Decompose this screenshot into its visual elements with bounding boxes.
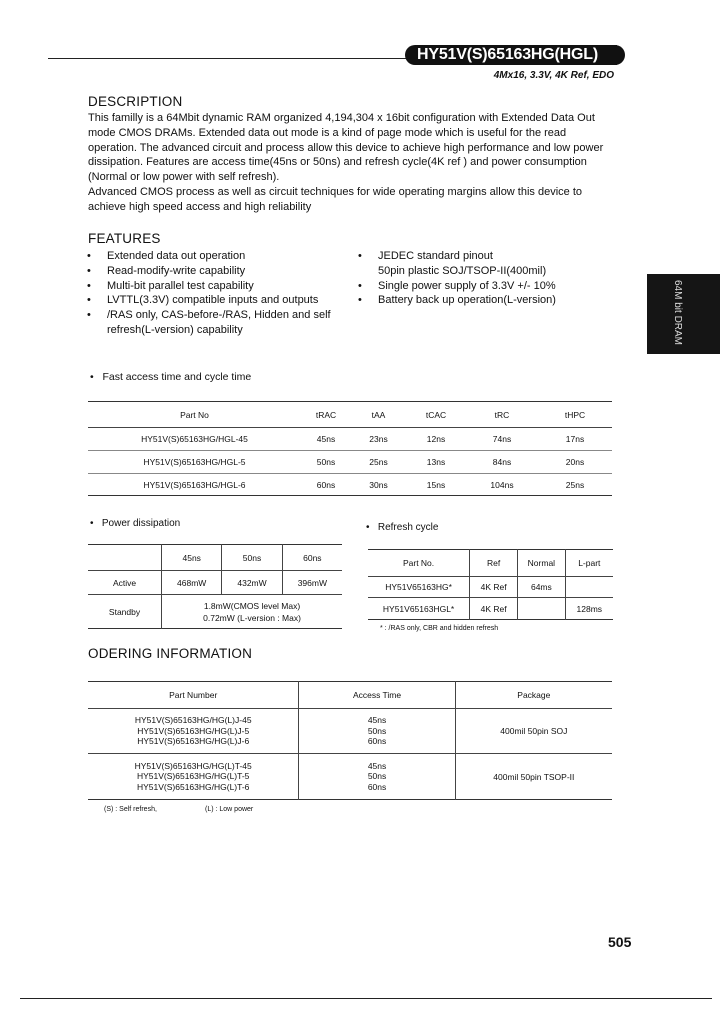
table-row: HY51V65163HG* 4K Ref 64ms xyxy=(368,577,613,598)
power-table xyxy=(88,544,342,629)
side-tab-label: 64M bit DRAM xyxy=(672,280,683,346)
section-side-tab xyxy=(647,274,720,354)
features-right-list xyxy=(358,249,598,308)
top-rule xyxy=(48,58,408,59)
table-row: HY51V65163HGL* 4K Ref 128ms xyxy=(368,598,613,620)
table-row: HY51V(S)65163HG/HGL-5 50ns 25ns 13ns 84ns 20ns xyxy=(88,451,612,474)
feature-item: • Extended data out operation xyxy=(87,250,246,262)
bullet: • xyxy=(358,279,362,292)
description-paragraph-1: This familly is a 64Mbit dynamic RAM organized 4,194,304 x 16bit configuration with Extended Data Out mode CMOS DRAMs. Extended data out mode is a kind of page mode which is useful for the read operation. The advanced circuit and process allow this device to achieve high performance and low power dissipation. Features are access time(45ns or 50ns) and refresh cycle(4K ref ) and power consumption (Normal or low power with self refresh). xyxy=(88,112,604,184)
feature-item: • Multi-bit parallel test capability xyxy=(87,279,254,292)
table-header-row: Part Number Access Time Package xyxy=(88,682,612,709)
table-row: HY51V(S)65163HG/HGL-45 45ns 23ns 12ns 74ns 17ns xyxy=(88,428,612,451)
table-header-row: Part No tRAC tAA tCAC tRC tHPC xyxy=(88,402,612,428)
table-row: HY51V(S)65163HG/HGL-6 60ns 30ns 15ns 104ns 25ns xyxy=(143,479,585,490)
features-heading: FEATURES xyxy=(88,231,161,246)
bullet: • xyxy=(87,250,91,262)
bullet: • xyxy=(358,250,362,262)
table-row: Standby 1.8mW(CMOS level Max) 0.72mW (L-version : Max) xyxy=(88,595,342,629)
feature-item: • Read-modify-write capability xyxy=(87,264,246,277)
feature-item: 50pin plastic SOJ/TSOP-II(400mil) xyxy=(378,264,547,277)
description-text xyxy=(88,111,618,215)
ordering-table xyxy=(88,681,612,800)
table-row: HY51V(S)65163HG/HG(L)T-45 HY51V(S)65163HG/HG(L)T-5 HY51V(S)65163HG/HG(L)T-6 45ns 50ns 60ns 400mil 50pin TSOP-II xyxy=(88,754,612,800)
part-subtitle: 4Mx16, 3.3V, 4K Ref, EDO xyxy=(493,70,614,81)
refresh-label: • Refresh cycle xyxy=(366,522,439,533)
bullet: • xyxy=(87,294,91,307)
bottom-rule xyxy=(20,998,712,999)
refresh-table xyxy=(368,549,613,620)
table-header-row: 45ns 50ns 60ns xyxy=(88,545,342,571)
bullet: • xyxy=(87,309,91,322)
description-heading: DESCRIPTION xyxy=(88,94,183,109)
bullet: • xyxy=(358,294,362,307)
feature-item: • Battery back up operation(L-version) xyxy=(358,294,556,307)
bullet: • xyxy=(87,264,91,277)
bullet: • xyxy=(87,279,91,292)
feature-item: • JEDEC standard pinout xyxy=(358,250,493,262)
feature-item: • /RAS only, CAS-before-/RAS, Hidden and self refresh(L-version) capability xyxy=(87,309,331,336)
page-number: 505 xyxy=(608,934,632,950)
table-row: HY51V(S)65163HG/HG(L)J-45 HY51V(S)65163HG/HG(L)J-5 HY51V(S)65163HG/HG(L)J-6 45ns 50ns 60ns 400mil 50pin SOJ xyxy=(88,709,612,754)
table-row: Active 468mW 432mW 396mW xyxy=(88,571,342,595)
power-label: • Power dissipation xyxy=(90,518,181,529)
ordering-note-low-power: (L) : Low power xyxy=(205,806,254,813)
features-left-list xyxy=(87,249,349,338)
part-title: HY51V(S)65163HG(HGL) xyxy=(405,45,617,65)
feature-item: • Single power supply of 3.3V +/- 10% xyxy=(358,279,556,292)
table-header-row: Part No. Ref Normal L-part xyxy=(368,550,613,577)
fast-access-table xyxy=(88,401,612,496)
fast-access-label: • Fast access time and cycle time xyxy=(90,371,252,383)
description-paragraph-2: Advanced CMOS process as well as circuit techniques for wide operating margins allow this device to achieve high speed access and high reliability xyxy=(88,185,583,213)
ordering-heading: ODERING INFORMATION xyxy=(88,646,253,661)
ordering-note-self-refresh: (S) : Self refresh, xyxy=(104,806,157,813)
feature-item: • LVTTL(3.3V) compatible inputs and outputs xyxy=(87,294,319,307)
refresh-footnote: * : /RAS only, CBR and hidden refresh xyxy=(380,625,499,632)
